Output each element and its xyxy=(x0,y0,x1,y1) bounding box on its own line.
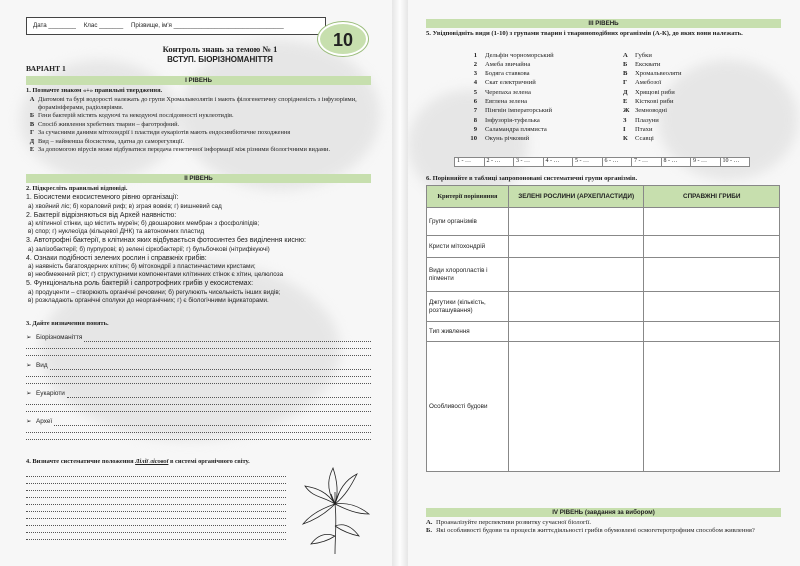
table-row xyxy=(427,292,780,322)
answer-line[interactable] xyxy=(26,405,371,412)
plants-answer-cell[interactable] xyxy=(508,236,644,258)
statement-letter: Е xyxy=(29,146,35,153)
question-3 xyxy=(26,320,371,440)
group-letter: К xyxy=(623,135,628,143)
table-header-cell: СПРАВЖНІ ГРИБИ xyxy=(644,186,780,208)
answer-cell[interactable]: 2 - … xyxy=(484,158,514,167)
statement-item[interactable] xyxy=(26,129,371,137)
plants-answer-cell[interactable] xyxy=(508,342,644,472)
fungi-answer-cell[interactable] xyxy=(644,322,780,342)
level-1-band: І РІВЕНЬ xyxy=(26,76,371,85)
answer-line[interactable] xyxy=(50,363,371,370)
statement-text: Спосіб живлення хребетних тварин – фаготрофний. xyxy=(38,120,180,128)
table-row xyxy=(427,322,780,342)
plants-answer-cell[interactable] xyxy=(508,258,644,292)
criterion-cell: Джгутики (кількість, розташування) xyxy=(427,292,509,322)
matching-row xyxy=(463,79,703,88)
answer-line[interactable] xyxy=(26,426,371,433)
item-text: Які особливості будови та процесів життєдіяльності грибів обумовлені осмогетеротрофним способом живлення? xyxy=(436,527,755,535)
group-letter: Б xyxy=(623,60,628,68)
group-name: Ексквати xyxy=(635,60,661,68)
subquestion-text: 3. Автотрофні бактерії, в клітинах яких відбувається фотосинтез без виділення кисню: xyxy=(26,237,306,245)
species-number: 4 xyxy=(473,79,477,87)
level-3-band: ІІІ РІВЕНЬ xyxy=(426,19,781,28)
statement-text: Вид – найменша біосистема, здатна до саморегуляції. xyxy=(38,137,185,145)
book-gutter xyxy=(392,0,408,566)
test-subtitle: ВСТУП. БІОРІЗНОМАНІТТЯ xyxy=(167,55,273,64)
group-letter: Г xyxy=(623,79,628,87)
answer-line[interactable] xyxy=(26,377,371,384)
species-number: 1 xyxy=(473,51,477,59)
question-1 xyxy=(26,87,371,154)
group-name: Кісткові риби xyxy=(635,98,674,106)
group-name: Птахи xyxy=(635,125,653,133)
answer-options[interactable]: а) клітинної стінки, що містить муреїн; б) двошарових мембран з фосфоліпідів; xyxy=(28,220,260,228)
criterion-cell: Групи організмів xyxy=(427,208,509,236)
date-field[interactable]: Дата ________ xyxy=(33,22,76,29)
table-row xyxy=(427,236,780,258)
group-letter: А xyxy=(623,51,628,59)
answer-cell[interactable]: 3 - … xyxy=(514,158,544,167)
statement-letter: Г xyxy=(29,129,35,136)
species-number: 8 xyxy=(473,116,477,124)
species-name: Окунь річковий xyxy=(485,135,530,143)
answer-cell[interactable]: 6 - … xyxy=(602,158,632,167)
species-number: 5 xyxy=(473,88,477,96)
question-4 xyxy=(26,458,371,466)
answer-cell[interactable]: 9 - … xyxy=(691,158,721,167)
species-name: Пінгвін імператорський xyxy=(485,107,553,115)
left-page xyxy=(0,0,392,566)
definition-term: Археї xyxy=(36,418,53,425)
answer-line[interactable] xyxy=(54,419,371,426)
level-4-item xyxy=(426,519,781,527)
species-number: 7 xyxy=(473,107,477,115)
group-letter: В xyxy=(623,70,628,78)
species-number: 9 xyxy=(473,125,477,133)
subquestion-text: 1. Біосистеми екосистемного рівню організації: xyxy=(26,194,179,201)
species-number: 6 xyxy=(473,98,477,106)
group-letter: Д xyxy=(623,88,628,96)
question-2-lines xyxy=(26,194,371,305)
answer-options[interactable]: а) продуценти – створюють органічні речовини; б) регулюють чисельність інших видів; xyxy=(28,288,281,296)
fungi-answer-cell[interactable] xyxy=(644,236,780,258)
level-4-item xyxy=(426,527,781,535)
definition-item[interactable] xyxy=(26,418,371,440)
group-letter: Е xyxy=(623,98,628,106)
species-name: Лілії лісової xyxy=(135,458,169,465)
fungi-answer-cell[interactable] xyxy=(644,342,780,472)
statement-item[interactable] xyxy=(26,96,371,112)
statement-item[interactable] xyxy=(26,146,371,154)
species-name: Амеба звичайна xyxy=(485,60,531,68)
table-row xyxy=(427,208,780,236)
species-number: 10 xyxy=(470,135,477,143)
definition-item[interactable] xyxy=(26,362,371,384)
level-4-band: IV РІВЕНЬ (завдання за вибором) xyxy=(426,508,781,517)
answer-cell[interactable]: 5 - … xyxy=(573,158,603,167)
statement-letter: Д xyxy=(29,137,35,145)
right-page xyxy=(408,0,800,566)
fungi-answer-cell[interactable] xyxy=(644,258,780,292)
class-field[interactable]: Клас _______ xyxy=(83,22,124,29)
definition-term-line xyxy=(26,362,371,370)
plants-answer-cell[interactable] xyxy=(508,292,644,322)
subquestion-text: 2. Бактерії відрізняються від Архей наявністю: xyxy=(26,211,177,219)
answer-line[interactable] xyxy=(26,433,371,440)
answer-cell[interactable]: 10 - … xyxy=(720,158,750,167)
question-2 xyxy=(26,185,371,305)
matching-row xyxy=(463,97,703,106)
answer-cell[interactable]: 1 - … xyxy=(455,158,485,167)
criterion-cell: Види хлоропластів і пігменти xyxy=(427,258,509,292)
arrow-bullet-icon: ➢ xyxy=(26,418,32,425)
answer-line[interactable] xyxy=(67,391,371,398)
answer-options[interactable]: а) хвойний ліс; б) кораловий риф; в) зграя вовків; г) вишневий сад xyxy=(28,202,222,210)
name-field[interactable]: Прізвище, ім'я ________________________________ xyxy=(130,22,284,29)
statement-text: Діатомові та бурі водорості належать до групи Хромальвеолятів і мають філогенетичну спорідненість з інфузоріями, форамініферами, радіоляріями. xyxy=(38,95,357,111)
level-4-items xyxy=(426,519,781,535)
species-name: Саламандра плямиста xyxy=(485,125,547,133)
subquestion-text: 4. Ознаки подібності зелених рослин і справжніх грибів: xyxy=(26,254,207,262)
criterion-cell: Тип живлення xyxy=(427,322,509,342)
arrow-bullet-icon: ➢ xyxy=(26,362,32,369)
matching-row xyxy=(463,107,703,116)
answer-cell[interactable]: 4 - … xyxy=(543,158,573,167)
answer-cell[interactable]: 7 - … xyxy=(632,158,662,167)
question-5-text: 5. Увідповідніть види (1-10) з групами тварин і твариноподібних організмів (А-К), до яких вони належать. xyxy=(426,30,743,37)
question-1-text: 1. Позначте знаком «+» правильні твердження. xyxy=(26,87,163,94)
group-name: Плазуни xyxy=(635,116,659,124)
group-letter: З xyxy=(623,116,627,124)
item-text: Проаналізуйте перспективи розвитку сучасної біології. xyxy=(436,519,592,526)
item-letter: А. xyxy=(426,519,433,526)
answer-line[interactable] xyxy=(26,398,371,405)
species-name: Інфузорія-туфелька xyxy=(485,116,540,124)
question-3-text: 3. Дайте визначення понять. xyxy=(26,320,109,327)
question-6-text: 6. Порівняйте в таблиці запропоновані систематичні групи організмів. xyxy=(426,175,638,182)
table-row xyxy=(427,258,780,292)
comparison-table xyxy=(426,185,780,472)
species-name: Евглена зелена xyxy=(485,98,528,106)
statement-text: За допомогою вірусів може відбуватися передача генетичної інформації між різними біологічними видами. xyxy=(38,146,331,153)
group-name: Хрящові риби xyxy=(635,88,675,96)
group-name: Губки xyxy=(635,51,652,59)
statement-text: За сучасними даними мітохондрії і пластиди еукаріотів мають ендосимбіотичне походження xyxy=(38,129,291,136)
criterion-cell: Особливості будови xyxy=(427,342,509,472)
table-header-cell: Критерії порівняння xyxy=(427,186,509,208)
answer-options[interactable]: а) наявність багатоядерних клітин; б) мітохондрії з пластинчастими кристами; xyxy=(28,263,256,271)
plants-answer-cell[interactable] xyxy=(508,208,644,236)
level-2-band: ІІ РІВЕНЬ xyxy=(26,174,371,183)
table-row xyxy=(427,342,780,472)
definition-item[interactable] xyxy=(26,390,371,412)
statement-item[interactable] xyxy=(26,112,371,120)
variant-label: ВАРІАНТ 1 xyxy=(26,64,66,73)
answer-line[interactable] xyxy=(26,342,371,349)
group-letter: І xyxy=(623,125,626,133)
subquestion-text: 5. Функціональна роль бактерій і сапротрофних грибів у екосистемах: xyxy=(26,280,254,288)
matching-row xyxy=(463,70,703,79)
test-title: Контроль знань за темою № 1 xyxy=(162,44,278,54)
fungi-answer-cell[interactable] xyxy=(644,292,780,322)
statement-item[interactable] xyxy=(26,138,371,146)
definition-term: Біорізноманіття xyxy=(36,334,83,341)
group-name: Хромальвеоляти xyxy=(635,70,682,78)
arrow-bullet-icon: ➢ xyxy=(26,390,32,397)
matching-row xyxy=(463,116,703,125)
question-2-text: 2. Підкресліть правильні відповіді. xyxy=(26,185,128,192)
answer-line[interactable] xyxy=(26,370,371,377)
answer-cell[interactable]: 8 - … xyxy=(661,158,691,167)
statement-letter: Б xyxy=(29,112,35,119)
answer-grid xyxy=(454,157,750,167)
lily-illustration xyxy=(295,466,375,556)
plants-answer-cell[interactable] xyxy=(508,322,644,342)
matching-row xyxy=(463,88,703,97)
species-name: Бодяга ставкова xyxy=(485,70,530,78)
matching-row xyxy=(463,135,703,144)
group-name: Амебозої xyxy=(635,79,662,87)
group-letter: Ж xyxy=(623,107,630,115)
species-number: 2 xyxy=(473,60,477,68)
answer-options[interactable]: а) залізобактерії; б) пурпурові; в) зелені сіркобактерії; г) бульбочкові (нітрифікуючі) xyxy=(28,245,270,253)
matching-list xyxy=(463,51,703,144)
answer-line[interactable] xyxy=(84,335,371,342)
statement-letter: В xyxy=(29,120,35,128)
species-name: Скат електричний xyxy=(485,79,536,87)
definition-list xyxy=(26,334,371,440)
question-4-pre: 4. Визначте систематичне положення xyxy=(26,458,136,465)
matching-row xyxy=(463,60,703,69)
species-number: 3 xyxy=(473,70,477,78)
fungi-answer-cell[interactable] xyxy=(644,208,780,236)
definition-item[interactable] xyxy=(26,334,371,356)
matching-row xyxy=(463,125,703,134)
species-name: Дельфін чорноморський xyxy=(485,51,554,59)
statement-item[interactable] xyxy=(26,121,371,129)
answer-line[interactable] xyxy=(26,349,371,356)
statement-text: Гени бактерій містять кодуючі та некодуючі послідовності нуклеотидів. xyxy=(38,112,234,119)
species-name: Черепаха зелена xyxy=(485,88,531,96)
definition-term: Еукаріоти xyxy=(36,390,65,397)
question-4-post: в системі органічного світу. xyxy=(168,458,250,465)
table-header-cell: ЗЕЛЕНІ РОСЛИНИ (АРХЕПЛАСТИДИ) xyxy=(508,186,644,208)
definition-term-line xyxy=(26,418,371,426)
answer-options[interactable]: в) спор; г) нуклеоїда (кільцевої ДНК) та автономних пластид xyxy=(28,228,205,236)
definition-term-line xyxy=(26,390,371,398)
group-name: Ссавці xyxy=(635,135,654,143)
answer-options[interactable]: в) розкладають органічні сполуки до неорганічних; г) є біологічними індикаторами. xyxy=(28,296,269,304)
statement-letter: А xyxy=(29,95,35,103)
definition-term-line xyxy=(26,334,371,342)
definition-term: Вид xyxy=(36,362,48,369)
test-number-badge: 10 xyxy=(318,22,368,56)
matching-row xyxy=(463,51,703,60)
question-1-items xyxy=(26,96,371,155)
table-header-row xyxy=(427,186,780,208)
criterion-cell: Кристи мітохондрій xyxy=(427,236,509,258)
item-letter: Б. xyxy=(426,527,433,535)
question-4-answer-lines[interactable] xyxy=(26,470,286,540)
group-name: Земноводні xyxy=(635,107,668,115)
student-header xyxy=(26,17,326,35)
arrow-bullet-icon: ➢ xyxy=(26,334,32,341)
answer-options[interactable]: в) необмежений ріст; г) структурними компонентами клітинних стінок є хітин, целюлоза xyxy=(28,271,284,279)
